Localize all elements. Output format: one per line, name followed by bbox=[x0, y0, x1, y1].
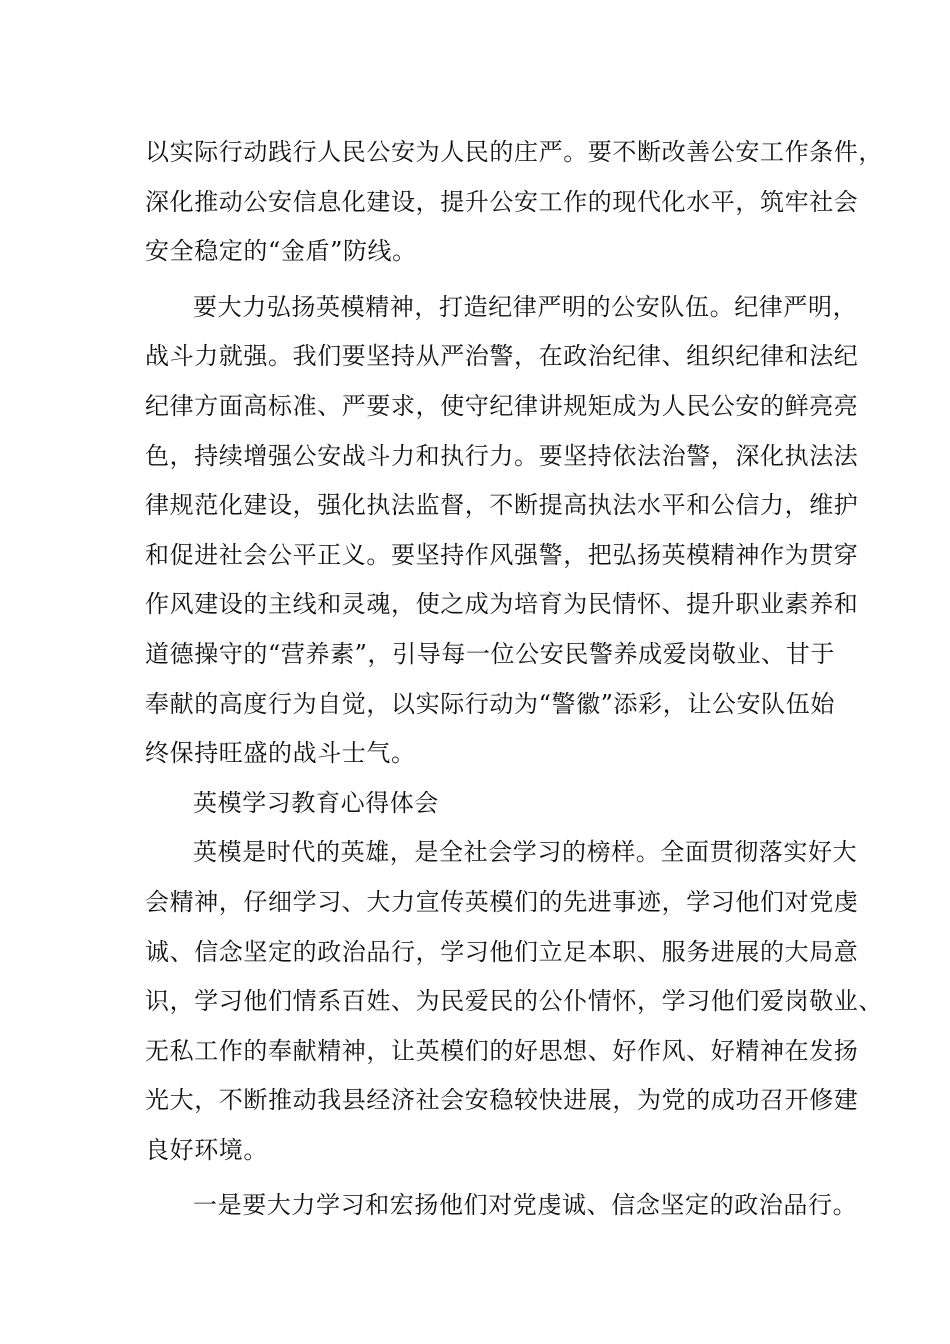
text-line: 光大，不断推动我县经济社会安稳较快进展，为党的成功召开修建 bbox=[145, 1086, 859, 1115]
text-line: 识，学习他们情系百姓、为民爱民的公仆情怀，学习他们爱岗敬业、 bbox=[145, 987, 883, 1016]
text-line: 诚、信念坚定的政治品行，学习他们立足本职、服务进展的大局意 bbox=[145, 937, 859, 966]
text-line: 安全稳定的“金盾”防线。 bbox=[145, 237, 417, 266]
paragraph bbox=[145, 128, 883, 277]
paragraph bbox=[145, 828, 883, 1175]
text-line: 作风建设的主线和灵魂，使之成为培育为民情怀、提升职业素养和 bbox=[145, 590, 859, 619]
text-line: 要大力弘扬英模精神，打造纪律严明的公安队伍。纪律严明， bbox=[193, 292, 858, 321]
paragraph bbox=[145, 283, 859, 779]
text-line: 终保持旺盛的战斗士气。 bbox=[145, 739, 416, 768]
text-line: 以实际行动践行人民公安为人民的庄严。要不断改善公安工作条件， bbox=[145, 138, 883, 166]
paragraph bbox=[145, 1181, 858, 1231]
text-line: 无私工作的奉献精神，让英模们的好思想、好作风、好精神在发扬 bbox=[145, 1036, 859, 1065]
text-line: 深化推动公安信息化建设，提升公安工作的现代化水平，筑牢社会 bbox=[145, 187, 859, 216]
text-line: 律规范化建设，强化执法监督，不断提高执法水平和公信力，维护 bbox=[145, 491, 859, 520]
section-title: 英模学习教育心得体会 bbox=[193, 788, 439, 817]
text-line: 奉献的高度行为自觉，以实际行动为“警徽”添彩，让公安队伍始 bbox=[145, 689, 835, 718]
text-line: 良好环境。 bbox=[145, 1135, 268, 1164]
text-line: 英模是时代的英雄，是全社会学习的榜样。全面贯彻落实好大 bbox=[193, 838, 858, 867]
document-body bbox=[145, 128, 883, 1231]
text-line: 会精神，仔细学习、大力宣传英模们的先进事迹，学习他们对党虔 bbox=[145, 887, 859, 916]
text-line: 一是要大力学习和宏扬他们对党虔诚、信念坚定的政治品行。 bbox=[193, 1191, 858, 1220]
text-line: 道德操守的“营养素”，引导每一位公安民警养成爱岗敬业、甘于 bbox=[145, 639, 835, 668]
text-line: 纪律方面高标准、严要求，使守纪律讲规矩成为人民公安的鲜亮亮 bbox=[145, 391, 859, 420]
text-line: 战斗力就强。我们要坚持从严治警，在政治纪律、组织纪律和法纪 bbox=[145, 342, 859, 371]
text-line: 和促进社会公平正义。要坚持作风强警，把弘扬英模精神作为贯穿 bbox=[145, 540, 859, 569]
text-line: 色，持续增强公安战斗力和执行力。要坚持依法治警，深化执法法 bbox=[145, 441, 859, 470]
